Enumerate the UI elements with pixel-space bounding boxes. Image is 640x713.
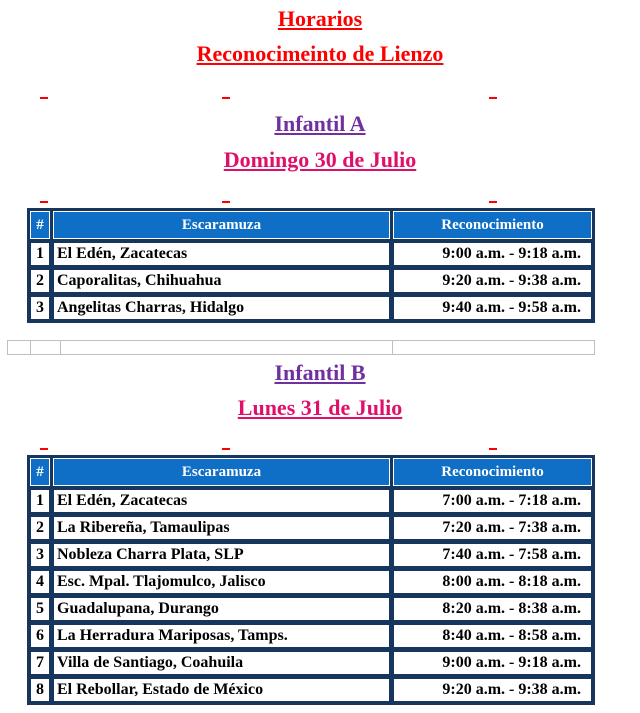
- row-team: Nobleza Charra Plata, SLP: [53, 543, 390, 567]
- table-row: [30, 543, 592, 567]
- table-row: [30, 296, 592, 320]
- divider-mark: [489, 448, 497, 450]
- schedule-table-a: [27, 208, 595, 323]
- table-row: [30, 678, 592, 702]
- divider-mark: [489, 97, 497, 99]
- column-header-number: #: [30, 211, 50, 239]
- row-team: Caporalitas, Chihuahua: [53, 269, 390, 293]
- row-number: 1: [30, 242, 50, 266]
- section-a-category: Infantil A: [274, 111, 366, 136]
- row-time: 9:40 a.m. - 9:58 a.m.: [393, 296, 592, 320]
- row-number: 2: [30, 516, 50, 540]
- section-b-category: Infantil B: [274, 360, 366, 385]
- row-team: El Rebollar, Estado de México: [53, 678, 390, 702]
- row-team: Esc. Mpal. Tlajomulco, Jalisco: [53, 570, 390, 594]
- column-header-number: #: [30, 458, 50, 486]
- column-header-time: Reconocimiento: [393, 458, 592, 486]
- row-time: 8:40 a.m. - 8:58 a.m.: [393, 624, 592, 648]
- table-row: [30, 516, 592, 540]
- empty-cell: [8, 341, 31, 354]
- table-row: [30, 651, 592, 675]
- row-team: Villa de Santiago, Coahuila: [53, 651, 390, 675]
- table-row: [30, 242, 592, 266]
- section-a-date: Domingo 30 de Julio: [223, 147, 417, 172]
- empty-cell: [30, 341, 61, 354]
- row-number: 2: [30, 269, 50, 293]
- table-row: [30, 269, 592, 293]
- divider-mark: [222, 448, 230, 450]
- divider-mark: [40, 448, 48, 450]
- table-row: [30, 624, 592, 648]
- empty-table-row: [7, 340, 595, 355]
- page-subtitle: Reconocimeinto de Lienzo: [196, 41, 444, 66]
- row-time: 7:00 a.m. - 7:18 a.m.: [393, 489, 592, 513]
- divider-mark: [40, 201, 48, 203]
- row-number: 1: [30, 489, 50, 513]
- row-number: 7: [30, 651, 50, 675]
- row-time: 7:40 a.m. - 7:58 a.m.: [393, 543, 592, 567]
- row-time: 9:20 a.m. - 9:38 a.m.: [393, 678, 592, 702]
- schedule-table-b: [27, 455, 595, 705]
- table-header-row: [30, 458, 592, 486]
- row-number: 6: [30, 624, 50, 648]
- row-time: 9:00 a.m. - 9:18 a.m.: [393, 242, 592, 266]
- divider-mark: [489, 201, 497, 203]
- row-team: El Edén, Zacatecas: [53, 489, 390, 513]
- row-team: Guadalupana, Durango: [53, 597, 390, 621]
- row-time: 9:20 a.m. - 9:38 a.m.: [393, 269, 592, 293]
- section-b-date: Lunes 31 de Julio: [237, 395, 403, 420]
- divider-mark: [222, 97, 230, 99]
- divider-mark: [40, 97, 48, 99]
- table-header-row: [30, 211, 592, 239]
- row-number: 8: [30, 678, 50, 702]
- column-header-team: Escaramuza: [53, 458, 390, 486]
- table-row: [30, 597, 592, 621]
- row-team: El Edén, Zacatecas: [53, 242, 390, 266]
- table-row: [30, 489, 592, 513]
- divider-mark: [222, 201, 230, 203]
- column-header-team: Escaramuza: [53, 211, 390, 239]
- row-team: Angelitas Charras, Hidalgo: [53, 296, 390, 320]
- row-number: 3: [30, 296, 50, 320]
- page-title: Horarios: [277, 6, 363, 31]
- row-number: 3: [30, 543, 50, 567]
- row-time: 7:20 a.m. - 7:38 a.m.: [393, 516, 592, 540]
- table-row: [30, 570, 592, 594]
- column-header-time: Reconocimiento: [393, 211, 592, 239]
- row-time: 8:00 a.m. - 8:18 a.m.: [393, 570, 592, 594]
- row-number: 5: [30, 597, 50, 621]
- row-time: 9:00 a.m. - 9:18 a.m.: [393, 651, 592, 675]
- row-time: 8:20 a.m. - 8:38 a.m.: [393, 597, 592, 621]
- row-team: La Ribereña, Tamaulipas: [53, 516, 390, 540]
- empty-cell: [60, 341, 393, 354]
- row-number: 4: [30, 570, 50, 594]
- row-team: La Herradura Mariposas, Tamps.: [53, 624, 390, 648]
